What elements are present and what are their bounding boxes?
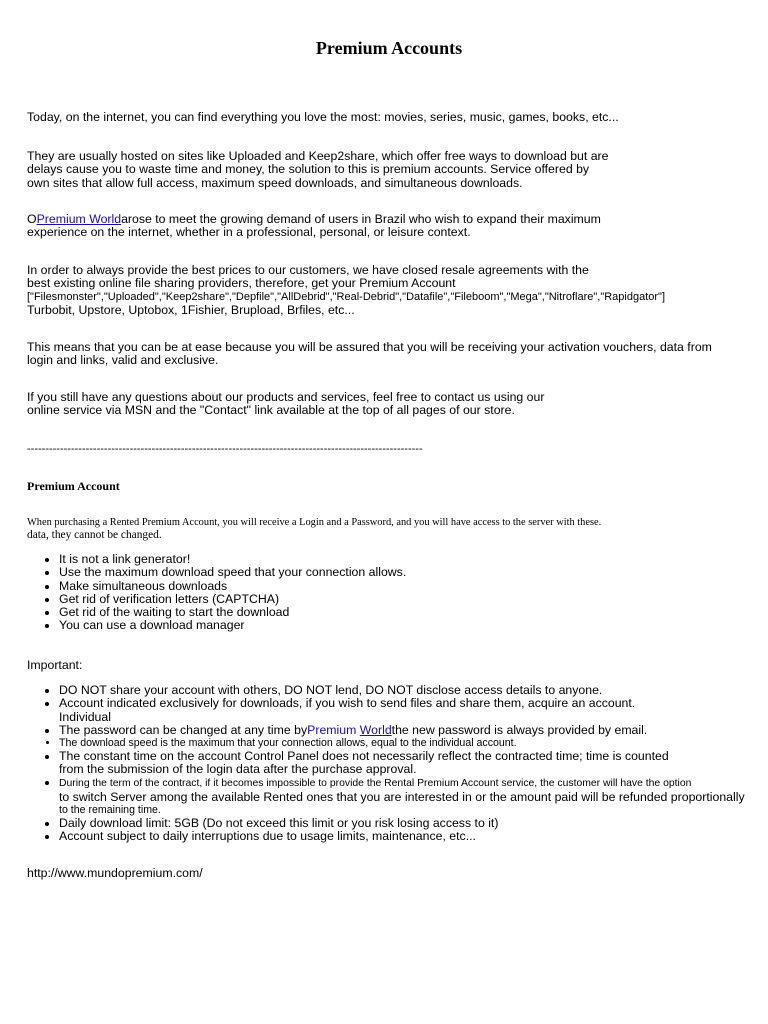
premium-account-desc-line-1: When purchasing a Rented Premium Account, you will receive a Login and a Password, and you will have access to the server with these.: [27, 517, 602, 528]
hosting-paragraph: [27, 150, 609, 190]
world-prefix: O: [27, 212, 37, 226]
page-title: Premium Accounts: [315, 38, 463, 58]
prices-line-1: In order to always provide the best prices to our customers, we have closed resale agreements with the: [27, 263, 589, 277]
questions-paragraph: [27, 391, 544, 418]
important-item-line: from the submission of the login data after the purchase approval.: [59, 761, 417, 776]
ease-paragraph: [27, 341, 712, 368]
world-line-2: experience on the internet, whether in a professional, personal, or leisure context.: [27, 225, 471, 240]
important-item: • Daily download limit: 5GB (Do not exceed this limit or you risk losing access to it): [59, 817, 768, 830]
important-item: [59, 697, 768, 724]
premium-world-link[interactable]: Premium World: [36, 212, 122, 226]
important-item-line: Individual: [59, 709, 111, 724]
important-item-line: to the remaining time.: [59, 804, 161, 817]
feature-item: • Get rid of the waiting to start the download: [59, 606, 406, 619]
important-list: [27, 684, 768, 843]
important-item-line: • During the term of the contract, if it becomes impossible to provide the Rental Premium Account service, the customer will have the option: [59, 778, 692, 790]
premium-account-heading: Premium Account: [27, 479, 120, 493]
feature-item: • You can use a download manager: [59, 619, 406, 632]
premium-account-desc-line-2: data, they cannot be changed.: [27, 529, 162, 541]
important-item-line: • The constant time on the account Control Panel does not necessarily reflect the contracted time; time is counted: [59, 748, 669, 763]
premium-link[interactable]: Premium: [307, 722, 360, 737]
important-item: [59, 776, 768, 816]
important-item: [59, 750, 768, 777]
prices-line-4: Turbobit, Upstore, Uptobox, 1Fishier, Brupload, Brfiles, etc...: [27, 303, 355, 318]
feature-item: • It is not a link generator!: [59, 553, 406, 566]
ease-line-1: This means that you can be at ease because you will be assured that you will be receiving your activation vouchers, data from: [27, 340, 712, 354]
important-item: • The download speed is the maximum that your connection allows, equal to the individual account.: [59, 737, 768, 750]
important-item: • DO NOT share your account with others, DO NOT lend, DO NOT disclose access details to anyone.: [59, 684, 768, 697]
feature-item: • Use the maximum download speed that your connection allows.: [59, 566, 406, 579]
hosting-line-1: They are usually hosted on sites like Uploaded and Keep2share, which offer free ways to download but are: [27, 149, 609, 163]
world-link[interactable]: World: [359, 722, 392, 737]
hosting-line-3: own sites that allow full access, maximum speed downloads, and simultaneous downloads.: [27, 175, 523, 190]
questions-line-1: If you still have any questions about our products and services, feel free to contact us using our: [27, 390, 545, 404]
hosting-line-2: delays cause you to waste time and money, the solution to this is premium accounts. Service offered by: [27, 162, 590, 177]
important-item: [59, 724, 768, 737]
feature-item: • Get rid of verification letters (CAPTCHA): [59, 593, 406, 606]
prices-line-2: best existing online file sharing providers, therefore, get your Premium Account: [27, 276, 456, 291]
ease-line-2: login and links, valid and exclusive.: [27, 353, 219, 368]
section-divider: ------------------------------------------------------------------------------------------------------------: [27, 443, 423, 455]
footer-url[interactable]: http://www.mundopremium.com/: [27, 866, 203, 880]
important-item: • Account subject to daily interruptions due to usage limits, maintenance, etc...: [59, 830, 768, 843]
world-rest: arose to meet the growing demand of users in Brazil who wish to expand their maximum: [121, 212, 601, 226]
important-item-line: to switch Server among the available Rented ones that you are interested in or the amount paid will be refunded proportionally: [59, 789, 745, 804]
prices-paragraph: [27, 264, 665, 318]
questions-line-2: online service via MSN and the "Contact" link available at the top of all pages of our store.: [27, 403, 515, 418]
intro-paragraph: Today, on the internet, you can find everything you love the most: movies, series, music, games, books, etc...: [27, 110, 619, 124]
features-list: [27, 553, 406, 633]
feature-item: • Make simultaneous downloads: [59, 580, 406, 593]
important-label: Important:: [27, 658, 83, 672]
important-item-line: • Account indicated exclusively for downloads, if you wish to send files and share them, acquire an account.: [59, 696, 636, 711]
premium-world-paragraph: [27, 213, 601, 240]
hosts-list: ["Filesmonster","Uploaded","Keep2share","Depfile","AllDebrid","Real-Debrid","Datafile","Fileboom","Mega","Nitroflare","Rapidgator"]: [27, 290, 666, 303]
password-prefix: The password can be changed at any time by: [59, 722, 308, 737]
password-suffix: the new password is always provided by email.: [391, 722, 648, 737]
